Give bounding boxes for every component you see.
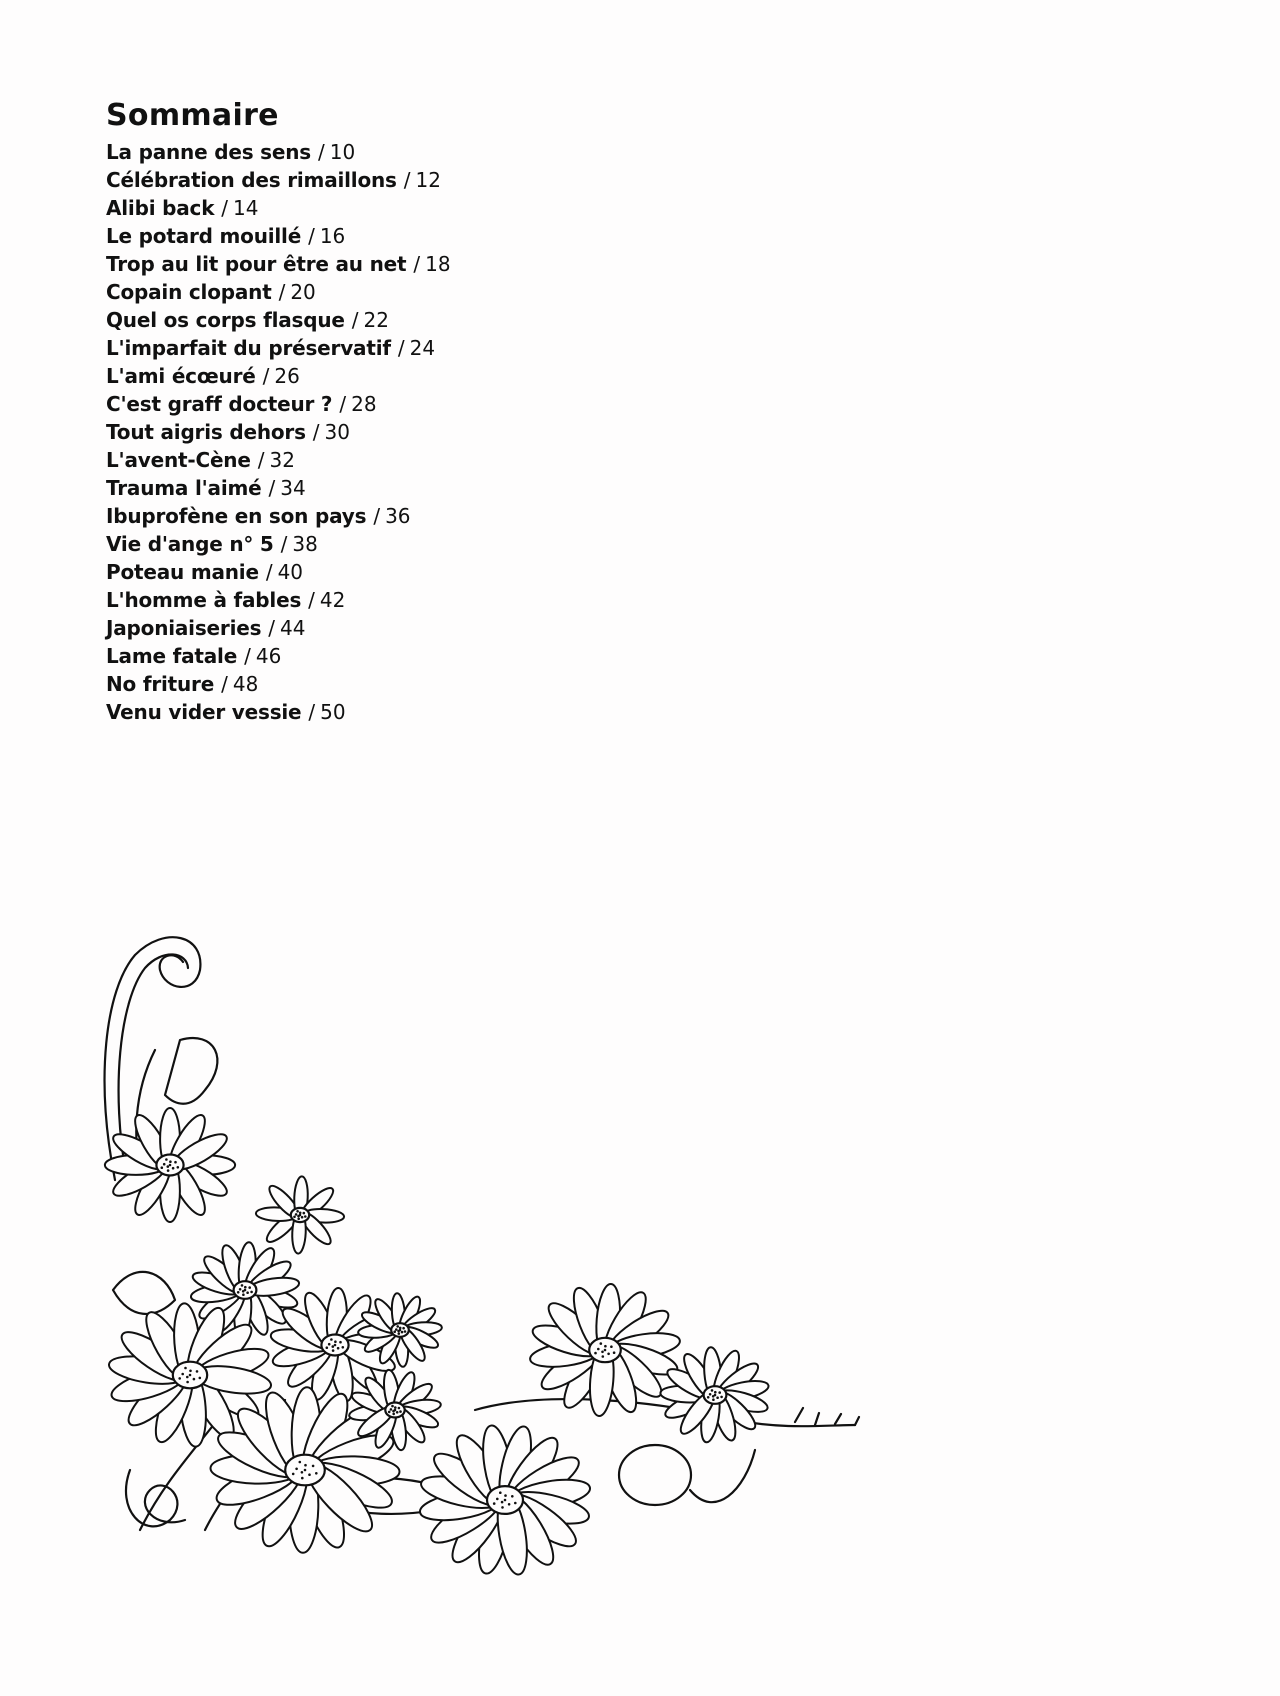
toc-entry-separator: / <box>413 252 421 276</box>
toc-entry <box>106 502 806 530</box>
daisy-flower <box>418 1423 592 1576</box>
toc-entry <box>106 446 806 474</box>
toc-entry-title: Poteau manie <box>106 560 259 584</box>
toc-entry-page: 26 <box>274 364 300 388</box>
toc-entry-page: 40 <box>277 560 304 584</box>
toc-entry-separator: / <box>221 196 229 220</box>
toc-entry-page: 44 <box>280 616 306 640</box>
toc-entry-page: 50 <box>320 700 346 724</box>
toc-entry <box>106 362 806 390</box>
toc-entry-title: Japoniaiseries <box>106 616 262 640</box>
toc-entry-separator: / <box>308 700 316 724</box>
toc-entry <box>106 586 806 614</box>
toc-entry-separator: / <box>312 420 320 444</box>
toc-entry-title: Célébration des rimaillons <box>106 168 397 192</box>
toc-entry <box>106 222 806 250</box>
toc-entry-title: Alibi back <box>106 196 215 220</box>
toc-entry-separator: / <box>403 168 411 192</box>
toc-entry <box>106 474 806 502</box>
toc-entry-page: 48 <box>232 672 259 696</box>
toc-entry-separator: / <box>280 532 288 556</box>
toc-entry <box>106 530 806 558</box>
toc-entry-separator: / <box>317 140 325 164</box>
knot <box>126 1470 185 1526</box>
toc-entry-page: 14 <box>233 196 259 220</box>
toc-entry-title: L'ami écœuré <box>106 364 256 388</box>
toc-entry-separator: / <box>308 588 315 612</box>
toc-entry-separator: / <box>308 224 315 248</box>
toc-entry-title: Ibuprofène en son pays <box>106 504 367 528</box>
daisy-flower <box>256 1176 345 1254</box>
toc-entry-title: Venu vider vessie <box>106 700 302 724</box>
toc-entry-title: Le potard mouillé <box>106 224 302 248</box>
toc-entry-page: 42 <box>319 588 346 612</box>
toc-entry-separator: / <box>373 504 381 528</box>
toc-entry-page: 12 <box>415 168 441 192</box>
toc-entry-separator: / <box>265 560 273 584</box>
toc-entry <box>106 698 806 726</box>
toc-entry-title: Lame fatale <box>106 644 238 668</box>
toc-entry-title: Trop au lit pour être au net <box>106 252 407 276</box>
toc-entry-title: No friture <box>106 672 215 696</box>
toc-entry-page: 22 <box>363 308 389 332</box>
toc-entry-title: Trauma l'aimé <box>106 476 262 500</box>
toc-entry <box>106 250 806 278</box>
toc-title: Sommaire <box>106 98 279 133</box>
scroll-tail <box>690 1450 755 1502</box>
daisy-flower <box>529 1283 682 1417</box>
toc-entry-page: 46 <box>255 644 282 668</box>
toc-entry <box>106 642 806 670</box>
toc-entry-title: C'est graff docteur ? <box>106 392 333 416</box>
toc-entry-title: L'imparfait du préservatif <box>106 336 391 360</box>
leaf-upper <box>165 1038 217 1104</box>
toc-entry <box>106 418 806 446</box>
toc-entry-separator: / <box>268 476 276 500</box>
toc-entry-page: 24 <box>409 336 436 360</box>
toc-entry <box>106 614 806 642</box>
leaf-left <box>113 1272 175 1314</box>
toc-entry-separator: / <box>262 364 270 388</box>
toc-entry-separator: / <box>221 672 228 696</box>
toc-entry-separator: / <box>397 336 405 360</box>
table-of-contents <box>106 96 806 726</box>
scroll-ring <box>619 1445 691 1505</box>
toc-entry-title: Vie d'ange n° 5 <box>106 532 274 556</box>
toc-entry-separator: / <box>268 616 276 640</box>
toc-entry-page: 28 <box>351 392 377 416</box>
daisy-flower <box>105 1108 235 1222</box>
toc-entry-page: 32 <box>269 448 295 472</box>
toc-entry <box>106 166 806 194</box>
toc-entry-separator: / <box>351 308 359 332</box>
toc-entry-page: 10 <box>329 140 356 164</box>
toc-entry-page: 20 <box>290 280 316 304</box>
toc-entry-page: 36 <box>385 504 411 528</box>
toc-entry-separator: / <box>244 644 251 668</box>
flower-drawing <box>95 930 945 1580</box>
toc-entry-title: La panne des sens <box>106 140 311 164</box>
toc-entry-page: 30 <box>324 420 350 444</box>
toc-entry-page: 38 <box>292 532 318 556</box>
toc-entry <box>106 390 806 418</box>
toc-entry <box>106 670 806 698</box>
toc-entry <box>106 558 806 586</box>
toc-entry-page: 18 <box>425 252 451 276</box>
toc-entry-title: Tout aigris dehors <box>106 420 306 444</box>
flower-corner-illustration-icon <box>95 930 945 1580</box>
toc-entry-separator: / <box>278 280 286 304</box>
toc-entry <box>106 306 806 334</box>
toc-entry-page: 34 <box>280 476 306 500</box>
toc-entry <box>106 138 806 166</box>
toc-entry-separator: / <box>339 392 347 416</box>
toc-list <box>106 138 806 726</box>
toc-entry-title: Copain clopant <box>106 280 272 304</box>
toc-entry-title: Quel os corps flasque <box>106 308 345 332</box>
daisy-flower <box>660 1347 770 1444</box>
toc-entry <box>106 278 806 306</box>
toc-entry <box>106 334 806 362</box>
toc-entry-separator: / <box>257 448 265 472</box>
toc-entry <box>106 194 806 222</box>
toc-entry-title: L'avent-Cène <box>106 448 251 472</box>
toc-entry-page: 16 <box>319 224 346 248</box>
toc-entry-title: L'homme à fables <box>106 588 302 612</box>
